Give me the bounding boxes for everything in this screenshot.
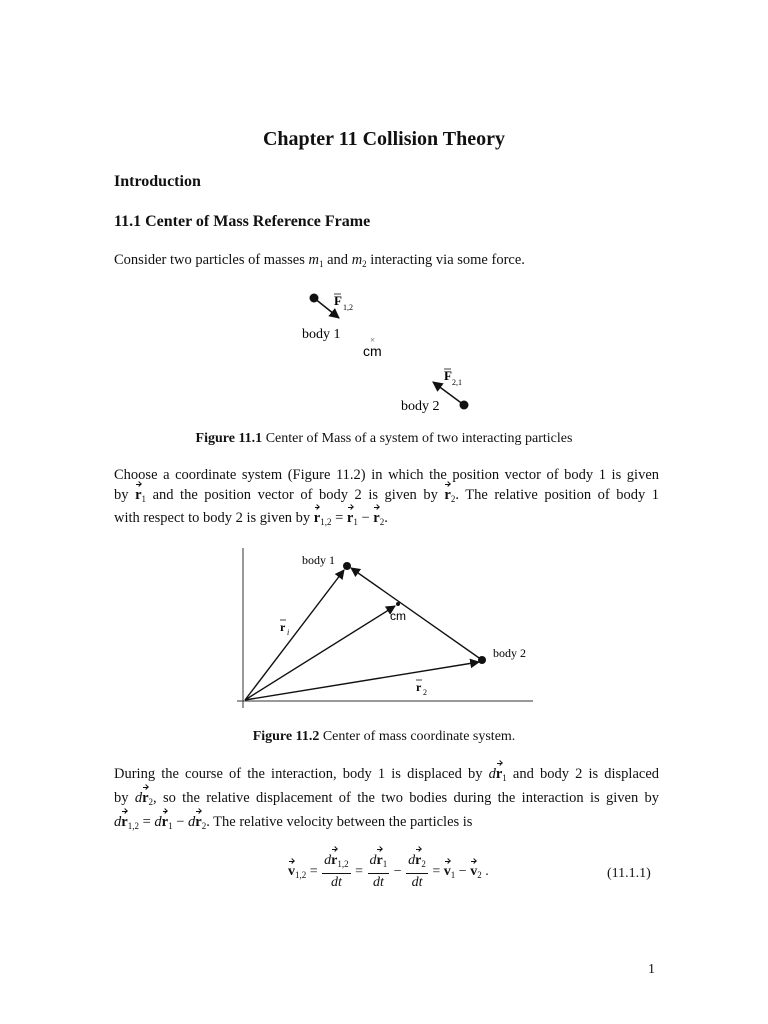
body2-label: body 2 [401,399,440,414]
r1-label: r [280,620,286,634]
page-title: Chapter 11 Collision Theory [262,128,506,150]
equation-number: (11.1.1) [607,866,651,881]
body1-label: body 1 [302,327,341,342]
r1-subscript: i [287,628,290,637]
cm-dot [396,602,400,606]
section-heading: 11.1 Center of Mass Reference Frame [114,213,371,230]
figure-11-2-caption: Figure 11.2 Center of mass coordinate system. [252,729,516,744]
body2-dot [460,401,469,410]
force-f21-subscript: 2,1 [452,378,462,387]
cm-label: cm [390,609,406,623]
equation-11-1-1: $v_{1,2}$ = $\frac{dr_{1,2}}{dt}$ = $\frac{dr_1}{dt}$ − $\frac{dr_2}{dt}$ = $v_1 - v_2$ . [288,853,489,890]
fraction-dr1-dt: $\frac{dr_1}{dt}$ [369,853,388,890]
page-number: 1 [648,962,655,977]
plot-area [243,548,533,703]
paragraph-coordinates-line1: Choose a coordinate system (Figure 11.2) in which the position vector of body 1 is given [114,467,659,483]
figure-11-2 [0,540,768,720]
r2-label: r [416,680,422,694]
body2-dot [478,656,486,664]
cm-label: cm [363,343,382,359]
fraction-dr12-dt: $\frac{dr_{1,2}}{dt}$ [324,853,349,890]
force-f12-subscript: 1,2 [343,303,353,312]
cm-marker: × [370,335,376,345]
body1-label: body 1 [302,553,335,567]
paragraph-masses: Consider two particles of masses $m_1$ and $m_2$ interacting via some force. [114,252,525,269]
fraction-dr2-dt: $\frac{dr_2}{dt}$ [408,853,426,890]
force-f21-label: F [444,368,452,383]
paragraph-coordinates-line2: by $r_1$ and the position vector of body 2 is given by $r_2$. The relative position of body 1 [114,487,660,504]
body1-dot [343,562,351,570]
force-f12-label: F [334,293,342,308]
paragraph-displacement-line2: by $dr_2$, so the relative displacement of the two bodies during the interaction is given by [114,790,660,807]
figure-11-1-caption: Figure 11.1 Center of Mass of a system of two interacting particles [195,431,573,446]
paragraph-displacement-line1: During the course of the interaction, body 1 is displaced by $dr_1$ and body 2 is displaced [114,766,660,783]
figure-11-1 [0,280,768,420]
paragraph-displacement-line3: $dr_{1,2} = dr_1 - dr_2$. The relative velocity between the particles is [114,814,473,831]
body2-label: body 2 [493,646,526,660]
introduction-heading: Introduction [114,173,201,190]
paragraph-coordinates-line3: with respect to body 2 is given by $r_{1,2} = r_1 - r_2$. [114,510,388,527]
r2-subscript: 2 [423,688,427,697]
